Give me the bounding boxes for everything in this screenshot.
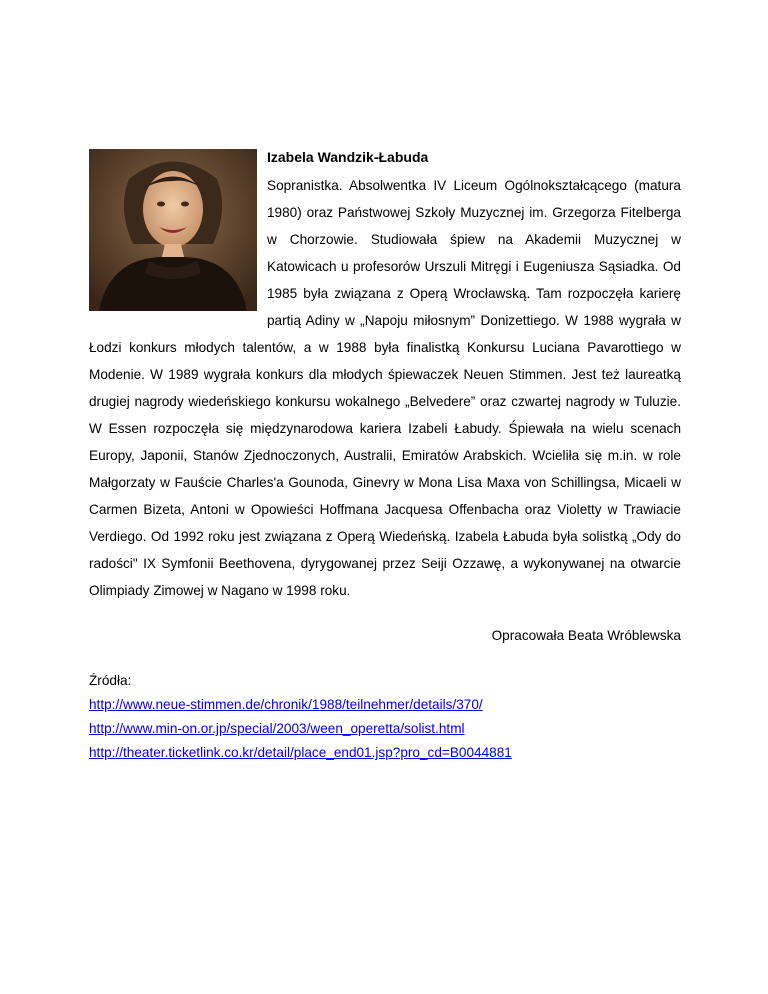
sources-list	[89, 693, 512, 765]
source-link[interactable]: http://theater.ticketlink.co.kr/detail/place_end01.jsp?pro_cd=B0044881	[89, 745, 512, 760]
sources-label: Źródła:	[89, 673, 132, 688]
biography-text: Sopranistka. Absolwentka IV Liceum Ogólnokształcącego (matura 1980) oraz Państwowej Szkoły Muzycznej im. Grzegorza Fitelberga w Chorzowie. Studiowała śpiew na Akademii Muzycznej w Katowicach u profesorów Urszuli Mitręgi i Eugeniusza Sąsiadka. Od 1985 była związana z Operą Wrocławską. Tam rozpoczęła karierę partią Adiny w „Napoju miłosnym” Donizettiego. W 1988 wygrała w Łodzi konkurs młodych talentów, a w 1988 była finalistką Konkursu Luciana Pavarottiego w Modenie. W 1989 wygrała konkurs dla młodych śpiewaczek Neuen Stimmen. Jest też laureatką drugiej nagrody wiedeńskiego konkursu wokalnego „Belvedere” oraz czwartej nagrody w Tuluzie. W Essen rozpoczęła się międzynarodowa kariera Izabeli Łabudy. Śpiewała na wielu scenach Europy, Japonii, Stanów Zjednoczonych, Australii, Emiratów Arabskich. Wcieliła się m.in. w role Małgorzaty w Fauście Charles'a Gounoda, Ginevry w Mona Lisa Maxa von Schillingsa, Micaeli w Carmen Bizeta, Antoni w Opowieści Hoffmana Jacquesa Offenbacha oraz Violetty w Trawiacie Verdiego. Od 1992 roku jest związana z Operą Wiedeńską. Izabela Łabuda była solistką „Ody do radości" IX Symfonii Beethovena, dyrygowanej przez Seiji Ozzawę, a wykonywanej na otwarcie Olimpiady Zimowej w Nagano w 1998 roku.	[89, 178, 681, 598]
portrait-illustration	[89, 149, 257, 311]
author-credit: Opracowała Beata Wróblewska	[491, 628, 681, 643]
person-name: Izabela Wandzik-Łabuda	[267, 149, 429, 165]
source-link[interactable]: http://www.min-on.or.jp/special/2003/ween_operetta/solist.html	[89, 721, 465, 736]
source-link[interactable]: http://www.neue-stimmen.de/chronik/1988/teilnehmer/details/370/	[89, 697, 483, 712]
portrait-photo	[89, 149, 257, 311]
biography-section	[89, 145, 681, 604]
